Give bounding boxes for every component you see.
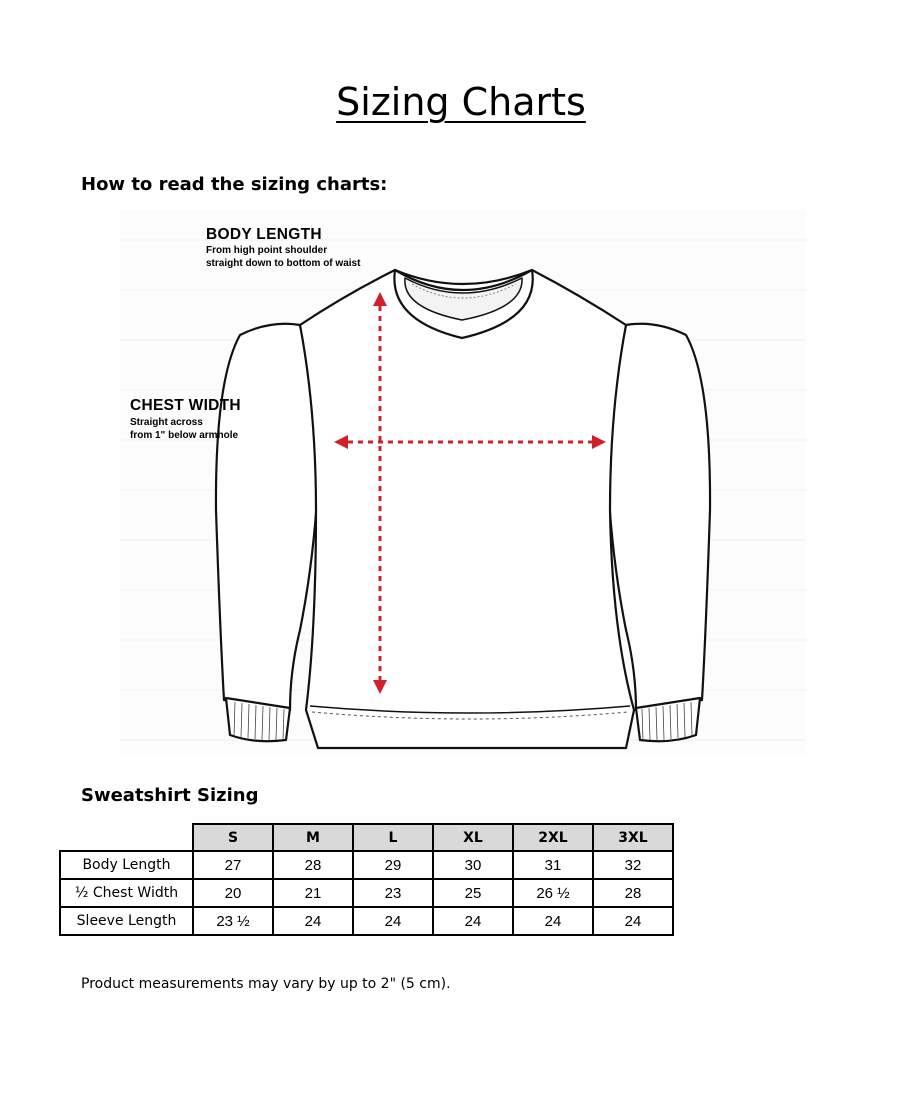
chest-width-desc-2: from 1" below armhole (130, 430, 239, 441)
body-length-desc-1: From high point shoulder (206, 245, 328, 256)
table-cell: 24 (593, 907, 673, 935)
size-header: L (353, 824, 433, 851)
table-cell: 24 (353, 907, 433, 935)
table-cell: 20 (193, 879, 273, 907)
table-cell: 25 (433, 879, 513, 907)
table-cell: 23 (353, 879, 433, 907)
table-cell: 28 (593, 879, 673, 907)
body-length-desc-2: straight down to bottom of waist (206, 258, 361, 269)
table-cell: 21 (273, 879, 353, 907)
page-title: Sizing Charts (336, 80, 586, 124)
table-row (60, 879, 673, 907)
size-header: 3XL (593, 824, 673, 851)
sweatshirt-heading: Sweatshirt Sizing (81, 785, 259, 806)
measurement-note: Product measurements may vary by up to 2" (5 cm). (81, 976, 451, 992)
table-cell: 24 (433, 907, 513, 935)
table-cell: 26 ½ (513, 879, 593, 907)
size-header: 2XL (513, 824, 593, 851)
sweatshirt-diagram (120, 210, 806, 755)
size-header: XL (433, 824, 513, 851)
size-table (59, 823, 674, 936)
torso (300, 270, 634, 748)
how-to-heading: How to read the sizing charts: (81, 174, 388, 195)
table-cell: 28 (273, 851, 353, 879)
table-cell: 27 (193, 851, 273, 879)
table-cell: 30 (433, 851, 513, 879)
row-label: ½ Chest Width (60, 879, 193, 907)
sweatshirt-illustration (120, 210, 806, 755)
chest-width-desc-1: Straight across (130, 417, 203, 428)
table-cell: 24 (513, 907, 593, 935)
row-label: Body Length (60, 851, 193, 879)
blank-cell (60, 824, 193, 851)
row-label: Sleeve Length (60, 907, 193, 935)
size-header: M (273, 824, 353, 851)
table-cell: 29 (353, 851, 433, 879)
size-header-row (60, 824, 673, 851)
table-row (60, 851, 673, 879)
table-cell: 31 (513, 851, 593, 879)
body-length-label: BODY LENGTH (206, 226, 322, 243)
size-header: S (193, 824, 273, 851)
table-cell: 24 (273, 907, 353, 935)
table-row (60, 907, 673, 935)
table-cell: 23 ½ (193, 907, 273, 935)
table-cell: 32 (593, 851, 673, 879)
chest-width-label: CHEST WIDTH (130, 397, 241, 414)
